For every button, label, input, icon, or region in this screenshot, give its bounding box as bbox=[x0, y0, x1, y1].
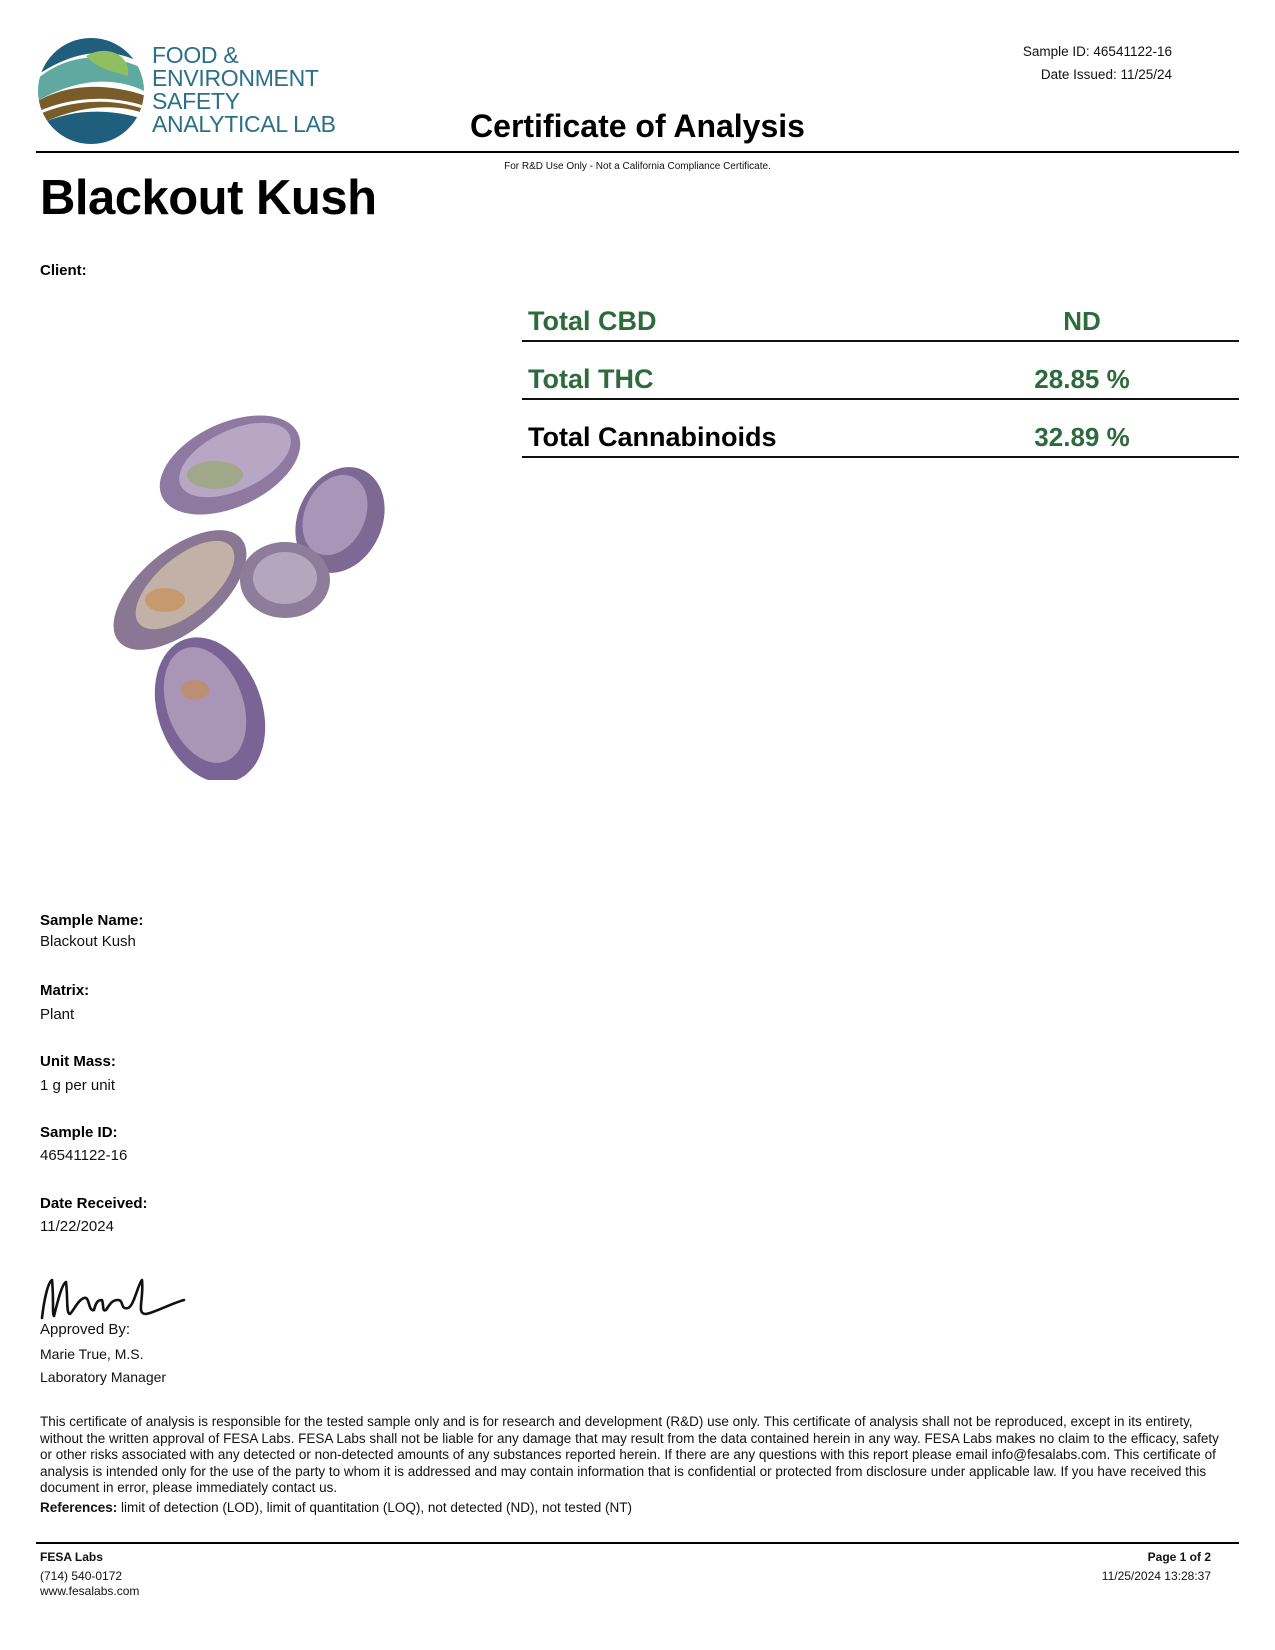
unit-mass-label: Unit Mass: bbox=[40, 1053, 116, 1070]
matrix-value: Plant bbox=[40, 1006, 75, 1023]
footer-right bbox=[1102, 1550, 1211, 1584]
matrix-label: Matrix: bbox=[40, 982, 90, 999]
logo-line: FOOD & bbox=[152, 42, 239, 68]
approver-signature bbox=[38, 1270, 188, 1326]
rd-disclaimer: For R&D Use Only - Not a California Compliance Certificate. bbox=[504, 161, 771, 172]
logo-line: ENVIRONMENT bbox=[152, 65, 319, 91]
client-label: Client: bbox=[40, 262, 87, 279]
footer-page-number: Page 1 of 2 bbox=[1147, 1550, 1211, 1564]
footer-website[interactable]: www.fesalabs.com bbox=[40, 1584, 140, 1598]
sample-name-value: Blackout Kush bbox=[40, 933, 136, 950]
bud-1 bbox=[144, 395, 315, 535]
approver-name: Marie True, M.S. bbox=[40, 1346, 144, 1362]
fesa-logo bbox=[36, 36, 146, 146]
logo-line: SAFETY bbox=[152, 88, 240, 114]
references-label: References: bbox=[40, 1500, 118, 1515]
date-received-label: Date Received: bbox=[40, 1195, 148, 1212]
references bbox=[40, 1500, 632, 1515]
bud-4 bbox=[240, 542, 330, 618]
header-sample-id: Sample ID: 46541122-16 bbox=[1022, 44, 1172, 59]
footer-left bbox=[40, 1550, 139, 1599]
summary-value: 28.85 % bbox=[1034, 364, 1130, 394]
document-title: Certificate of Analysis bbox=[470, 108, 805, 144]
unit-mass-value: 1 g per unit bbox=[40, 1077, 116, 1094]
approved-by-label: Approved By: bbox=[40, 1321, 131, 1338]
summary-row-total-cbd bbox=[522, 282, 1239, 342]
summary-name: Total THC bbox=[528, 364, 654, 394]
header-date-issued: Date Issued: 11/25/24 bbox=[1040, 67, 1172, 82]
product-photo bbox=[85, 390, 405, 780]
logo-line: ANALYTICAL LAB bbox=[152, 111, 336, 137]
footer-phone: (714) 540-0172 bbox=[40, 1569, 123, 1583]
summary-name: Total Cannabinoids bbox=[528, 422, 777, 452]
sample-id-label: Sample ID: bbox=[40, 1124, 118, 1141]
references-text: limit of detection (LOD), limit of quantitation (LOQ), not detected (ND), not tested (NT) bbox=[117, 1500, 632, 1515]
approver-title: Laboratory Manager bbox=[40, 1369, 167, 1385]
summary-row-total-thc bbox=[522, 340, 1239, 400]
summary-value: 32.89 % bbox=[1034, 422, 1130, 452]
header-divider bbox=[36, 151, 1239, 153]
header-meta bbox=[1023, 40, 1172, 86]
summary-value: ND bbox=[1063, 306, 1101, 336]
product-name: Blackout Kush bbox=[40, 171, 377, 225]
footer-company: FESA Labs bbox=[40, 1550, 103, 1564]
footer-divider bbox=[36, 1542, 1239, 1544]
sample-id-value: 46541122-16 bbox=[40, 1147, 128, 1164]
sample-name-label: Sample Name: bbox=[40, 912, 144, 929]
date-received-value: 11/22/2024 bbox=[40, 1218, 114, 1235]
summary-name: Total CBD bbox=[528, 306, 657, 336]
legal-disclaimer: This certificate of analysis is responsible for the tested sample only and is for research and development (R&D) use only. This certificate of analysis shall not be reproduced, except in its entirety, without the written approval of FESA Labs. FESA Labs shall not be liable for any damage that may result from the data contained herein in any way. FESA Labs makes no claim to the efficacy, safety or other risks associated with any detected or non-detected amounts of any substances reported herein. If there are any questions with this report please email info@fesalabs.com. This certificate of analysis is intended only for the use of the party to whom it is addressed and may contain information that is confidential or protected from disclosure under applicable law. If you have received this document in error, please immediately contact us. bbox=[40, 1414, 1219, 1495]
footer-timestamp: 11/25/2024 13:28:37 bbox=[1101, 1569, 1211, 1583]
summary-row-total-cannabinoids bbox=[522, 398, 1239, 458]
logo-wordmark bbox=[152, 44, 336, 136]
